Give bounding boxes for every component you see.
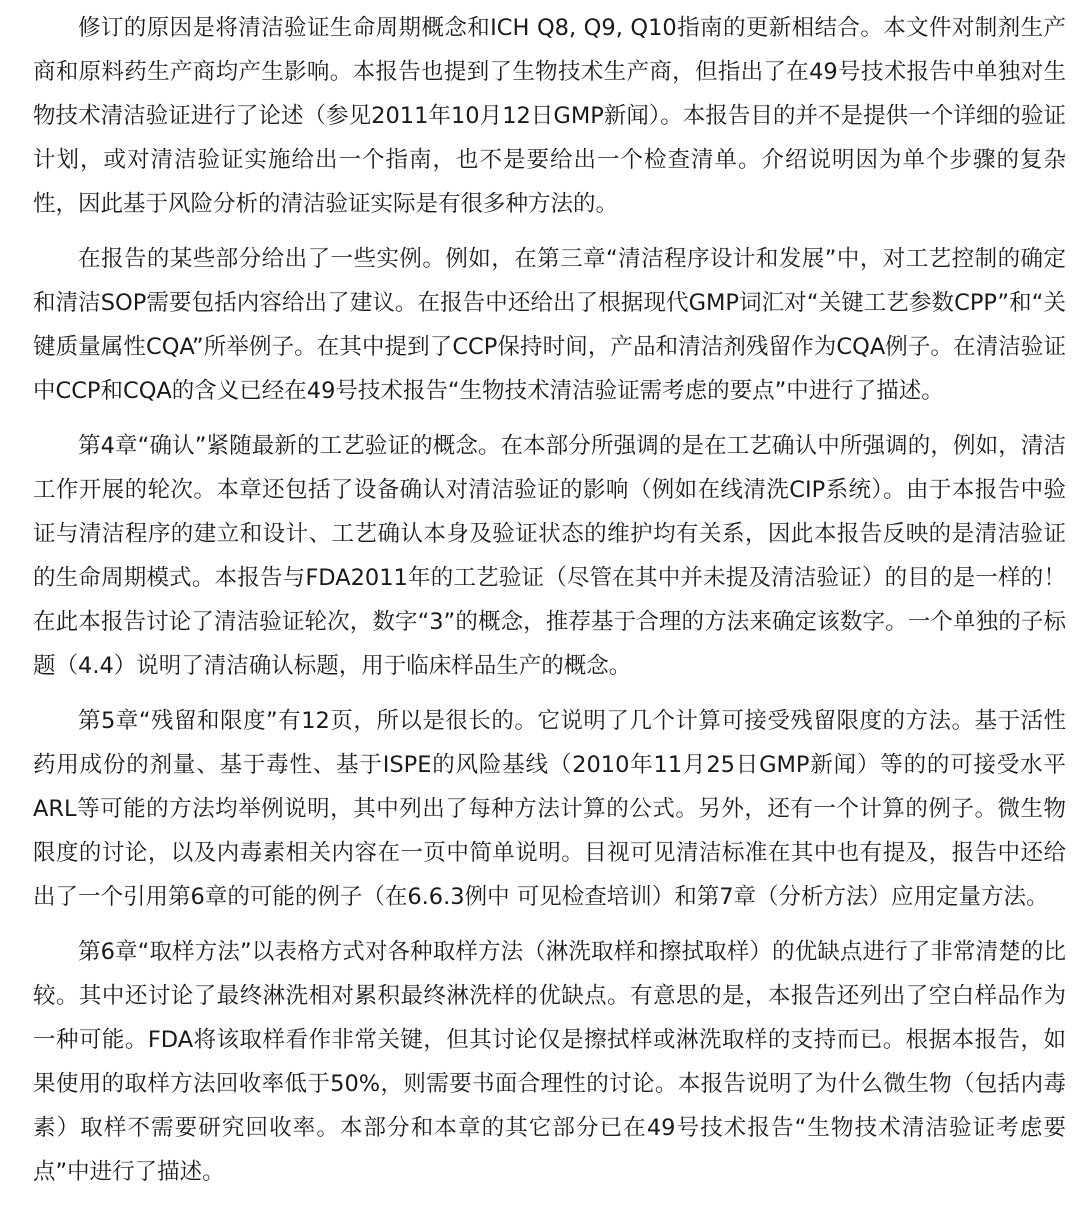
paragraph-revision-reason: 修订的原因是将清洁验证生命周期概念和ICH Q8, Q9, Q10指南的更新相结合。本文件对制剂生产商和原料药生产商均产生影响。本报告也提到了生物技术生产商，但指出了在49号技术报告中单独对生物技术清洁验证进行了论述（参见2011年10月12日GMP新闻）。本报告目的并不是提供一个详细的验证计划，或对清洁验证实施给出一个指南，也不是要给出一个检查清单。介绍说明因为单个步骤的复杂性，因此基于风险分析的清洁验证实际是有很多种方法的。 [33,15,1066,217]
paragraph-chapter-5-residues-limits: 第5章“残留和限度”有12页，所以是很长的。它说明了几个计算可接受残留限度的方法。基于活性药用成份的剂量、基于毒性、基于ISPE的风险基线（2010年11月25日GMP新闻）等的的可接受水平ARL等可能的方法均举例说明，其中列出了每种方法计算的公式。另外，还有一个计算的例子。微生物限度的讨论，以及内毒素相关内容在一页中简单说明。目视可见清洁标准在其中也有提及，报告中还给出了一个引用第6章的可能的例子（在6.6.3例中 可见检查培训）和第7章（分析方法）应用定量方法。 [33,708,1066,910]
paragraph-chapter-6-sampling-methods: 第6章“取样方法”以表格方式对各种取样方法（淋洗取样和擦拭取样）的优缺点进行了非常清楚的比较。其中还讨论了最终淋洗相对累积最终淋洗样的优缺点。有意思的是，本报告还列出了空白样品作为一种可能。FDA将该取样看作非常关键，但其讨论仅是擦拭样或淋洗取样的支持而已。根据本报告，如果使用的取样方法回收率低于50%，则需要书面合理性的讨论。本报告说明了为什么微生物（包括内毒素）取样不需要研究回收率。本部分和本章的其它部分已在49号技术报告“生物技术清洁验证考虑要点”中进行了描述。 [33,939,1066,1185]
paragraph-chapter-4-qualification: 第4章“确认”紧随最新的工艺验证的概念。在本部分所强调的是在工艺确认中所强调的，例如，清洁工作开展的轮次。本章还包括了设备确认对清洁验证的影响（例如在线清洗CIP系统）。由于本报告中验证与清洁程序的建立和设计、工艺确认本身及验证状态的维护均有关系，因此本报告反映的是清洁验证的生命周期模式。本报告与FDA2011年的工艺验证（尽管在其中并未提及清洁验证）的目的是一样的！在此本报告讨论了清洁验证轮次，数字“3”的概念，推荐基于合理的方法来确定该数字。一个单独的子标题（4.4）说明了清洁确认标题，用于临床样品生产的概念。 [33,433,1066,679]
paragraph-examples-chapter-3: 在报告的某些部分给出了一些实例。例如，在第三章“清洁程序设计和发展”中，对工艺控制的确定和清洁SOP需要包括内容给出了建议。在报告中还给出了根据现代GMP词汇对“关键工艺参数CPP”和“关键质量属性CQA”所举例子。在其中提到了CCP保持时间，产品和清洁剂残留作为CQA例子。在清洁验证中CCP和CQA的含义已经在49号技术报告“生物技术清洁验证需考虑的要点”中进行了描述。 [33,246,1066,404]
